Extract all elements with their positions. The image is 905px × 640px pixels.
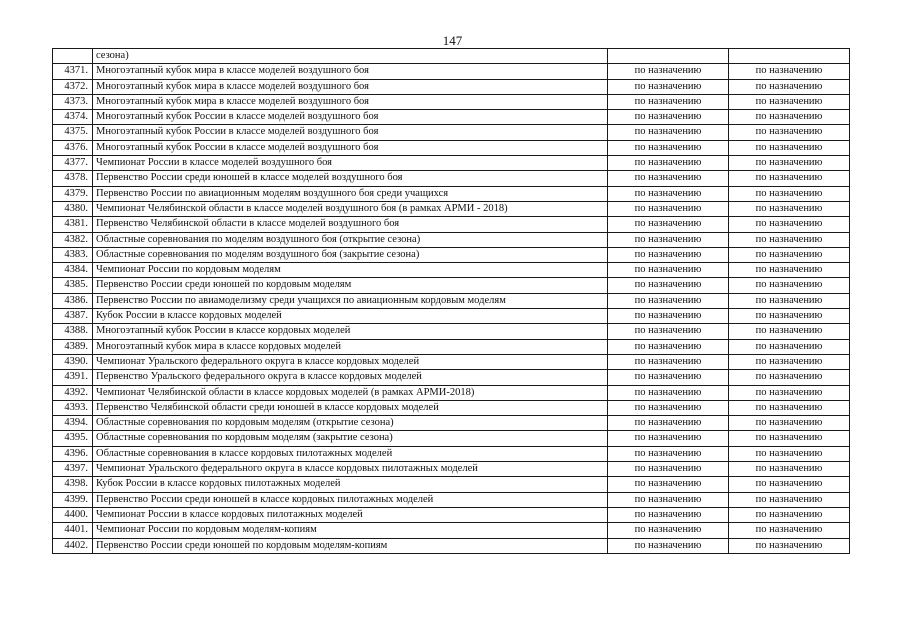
table-row <box>53 324 850 339</box>
row-col-a: по назначению <box>608 217 729 232</box>
row-event-name: Многоэтапный кубок мира в классе моделей воздушного боя <box>93 79 608 94</box>
row-event-name: Многоэтапный кубок мира в классе моделей воздушного боя <box>93 64 608 79</box>
row-col-b: по назначению <box>729 171 850 186</box>
row-number: 4389. <box>53 339 93 354</box>
row-number: 4371. <box>53 64 93 79</box>
row-number: 4381. <box>53 217 93 232</box>
row-number: 4374. <box>53 110 93 125</box>
row-col-b: по назначению <box>729 354 850 369</box>
row-number: 4383. <box>53 247 93 262</box>
row-number: 4394. <box>53 416 93 431</box>
row-col-a: по назначению <box>608 293 729 308</box>
table-row <box>53 186 850 201</box>
row-number: 4379. <box>53 186 93 201</box>
row-col-a: по назначению <box>608 462 729 477</box>
row-number: 4376. <box>53 140 93 155</box>
row-col-b: по назначению <box>729 140 850 155</box>
table-row <box>53 446 850 461</box>
row-col-a: по назначению <box>608 339 729 354</box>
row-number: 4396. <box>53 446 93 461</box>
row-event-name: Областные соревнования по кордовым моделям (закрытие сезона) <box>93 431 608 446</box>
table-row <box>53 232 850 247</box>
row-col-b: по назначению <box>729 385 850 400</box>
row-col-a: по назначению <box>608 64 729 79</box>
row-col-a: по назначению <box>608 171 729 186</box>
row-number: 4391. <box>53 370 93 385</box>
table-row <box>53 385 850 400</box>
row-col-a: по назначению <box>608 125 729 140</box>
row-number: 4385. <box>53 278 93 293</box>
row-col-b: по назначению <box>729 110 850 125</box>
row-col-a: по назначению <box>608 247 729 262</box>
row-number: 4375. <box>53 125 93 140</box>
row-number: 4384. <box>53 263 93 278</box>
row-col-b: по назначению <box>729 309 850 324</box>
row-col-a <box>608 49 729 64</box>
row-event-name: Чемпионат Уральского федерального округа в классе кордовых моделей <box>93 354 608 369</box>
row-col-a: по назначению <box>608 492 729 507</box>
row-event-name: Первенство Уральского федерального округа в классе кордовых моделей <box>93 370 608 385</box>
row-event-name: Областные соревнования в классе кордовых пилотажных моделей <box>93 446 608 461</box>
row-number: 4373. <box>53 94 93 109</box>
row-col-a: по назначению <box>608 201 729 216</box>
row-event-name: Чемпионат Челябинской области в классе кордовых моделей (в рамках АРМИ-2018) <box>93 385 608 400</box>
row-number: 4388. <box>53 324 93 339</box>
row-col-b: по назначению <box>729 232 850 247</box>
row-col-b: по назначению <box>729 79 850 94</box>
row-event-name: Многоэтапный кубок мира в классе кордовых моделей <box>93 339 608 354</box>
row-col-b: по назначению <box>729 446 850 461</box>
row-number: 4380. <box>53 201 93 216</box>
row-event-name: Чемпионат России по кордовым моделям-копиям <box>93 523 608 538</box>
row-event-name: Чемпионат России в классе кордовых пилотажных моделей <box>93 507 608 522</box>
row-event-name: Чемпионат Уральского федерального округа в классе кордовых пилотажных моделей <box>93 462 608 477</box>
row-col-a: по назначению <box>608 385 729 400</box>
row-col-b <box>729 49 850 64</box>
row-col-a: по назначению <box>608 354 729 369</box>
table-row <box>53 523 850 538</box>
row-number: 4402. <box>53 538 93 553</box>
row-col-b: по назначению <box>729 492 850 507</box>
row-event-name: Первенство России среди юношей в классе кордовых пилотажных моделей <box>93 492 608 507</box>
row-col-a: по назначению <box>608 186 729 201</box>
row-col-b: по назначению <box>729 324 850 339</box>
row-event-name: Первенство России по авиамоделизму среди учащихся по авиационным кордовым моделям <box>93 293 608 308</box>
row-event-name: Первенство России среди юношей по кордовым моделям <box>93 278 608 293</box>
row-event-name: Чемпионат России по кордовым моделям <box>93 263 608 278</box>
row-col-b: по назначению <box>729 538 850 553</box>
row-col-a: по назначению <box>608 400 729 415</box>
row-col-a: по назначению <box>608 370 729 385</box>
row-number <box>53 49 93 64</box>
table-row <box>53 79 850 94</box>
row-col-b: по назначению <box>729 278 850 293</box>
row-event-name: Первенство России среди юношей по кордовым моделям-копиям <box>93 538 608 553</box>
row-col-a: по назначению <box>608 523 729 538</box>
row-col-a: по назначению <box>608 431 729 446</box>
table-row <box>53 64 850 79</box>
row-col-a: по назначению <box>608 94 729 109</box>
row-event-name: Первенство России по авиационным моделям воздушного боя среди учащихся <box>93 186 608 201</box>
row-col-b: по назначению <box>729 431 850 446</box>
table-row <box>53 339 850 354</box>
row-number: 4382. <box>53 232 93 247</box>
row-event-name: Многоэтапный кубок мира в классе моделей воздушного боя <box>93 94 608 109</box>
row-number: 4372. <box>53 79 93 94</box>
events-table-body <box>53 49 850 554</box>
table-row <box>53 94 850 109</box>
table-row <box>53 263 850 278</box>
row-col-b: по назначению <box>729 339 850 354</box>
row-event-name: Первенство России среди юношей в классе моделей воздушного боя <box>93 171 608 186</box>
row-event-name: Областные соревнования по кордовым моделям (открытие сезона) <box>93 416 608 431</box>
row-col-a: по назначению <box>608 79 729 94</box>
row-event-name: Многоэтапный кубок России в классе моделей воздушного боя <box>93 110 608 125</box>
row-number: 4401. <box>53 523 93 538</box>
row-col-b: по назначению <box>729 156 850 171</box>
row-event-name: Кубок России в классе кордовых моделей <box>93 309 608 324</box>
table-row <box>53 171 850 186</box>
row-col-b: по назначению <box>729 416 850 431</box>
table-row <box>53 431 850 446</box>
row-col-a: по назначению <box>608 278 729 293</box>
row-event-name: Чемпионат России в классе моделей воздушного боя <box>93 156 608 171</box>
table-row <box>53 201 850 216</box>
row-col-b: по назначению <box>729 400 850 415</box>
row-col-b: по назначению <box>729 462 850 477</box>
row-col-a: по назначению <box>608 140 729 155</box>
row-col-b: по назначению <box>729 370 850 385</box>
row-col-a: по назначению <box>608 538 729 553</box>
table-row <box>53 217 850 232</box>
row-col-b: по назначению <box>729 523 850 538</box>
row-number: 4395. <box>53 431 93 446</box>
row-number: 4392. <box>53 385 93 400</box>
row-number: 4377. <box>53 156 93 171</box>
row-event-name: Первенство Челябинской области среди юношей в классе кордовых моделей <box>93 400 608 415</box>
row-col-b: по назначению <box>729 263 850 278</box>
row-event-name: сезона) <box>93 49 608 64</box>
row-event-name: Первенство Челябинской области в классе моделей воздушного боя <box>93 217 608 232</box>
row-event-name: Областные соревнования по моделям воздушного боя (открытие сезона) <box>93 232 608 247</box>
row-event-name: Областные соревнования по моделям воздушного боя (закрытие сезона) <box>93 247 608 262</box>
table-row <box>53 400 850 415</box>
row-col-a: по назначению <box>608 263 729 278</box>
row-number: 4378. <box>53 171 93 186</box>
row-event-name: Многоэтапный кубок России в классе моделей воздушного боя <box>93 140 608 155</box>
table-row <box>53 156 850 171</box>
table-row <box>53 278 850 293</box>
table-row <box>53 462 850 477</box>
row-number: 4386. <box>53 293 93 308</box>
row-event-name: Многоэтапный кубок России в классе кордовых моделей <box>93 324 608 339</box>
row-col-a: по назначению <box>608 156 729 171</box>
row-col-b: по назначению <box>729 217 850 232</box>
row-number: 4400. <box>53 507 93 522</box>
table-row <box>53 110 850 125</box>
row-event-name: Многоэтапный кубок России в классе моделей воздушного боя <box>93 125 608 140</box>
table-row <box>53 492 850 507</box>
table-row <box>53 507 850 522</box>
table-row <box>53 416 850 431</box>
row-col-b: по назначению <box>729 293 850 308</box>
row-col-a: по назначению <box>608 507 729 522</box>
row-col-a: по назначению <box>608 324 729 339</box>
row-col-a: по назначению <box>608 110 729 125</box>
row-col-b: по назначению <box>729 186 850 201</box>
events-table <box>52 48 850 554</box>
row-col-a: по назначению <box>608 309 729 324</box>
table-row <box>53 538 850 553</box>
table-row <box>53 247 850 262</box>
table-row <box>53 477 850 492</box>
row-col-a: по назначению <box>608 477 729 492</box>
page-number: 147 <box>442 33 463 48</box>
row-col-b: по назначению <box>729 64 850 79</box>
row-number: 4387. <box>53 309 93 324</box>
row-number: 4393. <box>53 400 93 415</box>
row-col-b: по назначению <box>729 507 850 522</box>
row-col-b: по назначению <box>729 477 850 492</box>
row-event-name: Кубок России в классе кордовых пилотажных моделей <box>93 477 608 492</box>
table-row <box>53 293 850 308</box>
table-row <box>53 140 850 155</box>
row-number: 4390. <box>53 354 93 369</box>
row-event-name: Чемпионат Челябинской области в классе моделей воздушного боя (в рамках АРМИ - 2018) <box>93 201 608 216</box>
table-row-continuation <box>53 49 850 64</box>
table-row <box>53 125 850 140</box>
row-col-b: по назначению <box>729 201 850 216</box>
row-number: 4398. <box>53 477 93 492</box>
row-col-b: по назначению <box>729 125 850 140</box>
table-row <box>53 370 850 385</box>
row-number: 4397. <box>53 462 93 477</box>
row-col-a: по назначению <box>608 416 729 431</box>
table-row <box>53 309 850 324</box>
table-row <box>53 354 850 369</box>
row-col-b: по назначению <box>729 94 850 109</box>
row-col-a: по назначению <box>608 232 729 247</box>
row-number: 4399. <box>53 492 93 507</box>
row-col-b: по назначению <box>729 247 850 262</box>
row-col-a: по назначению <box>608 446 729 461</box>
